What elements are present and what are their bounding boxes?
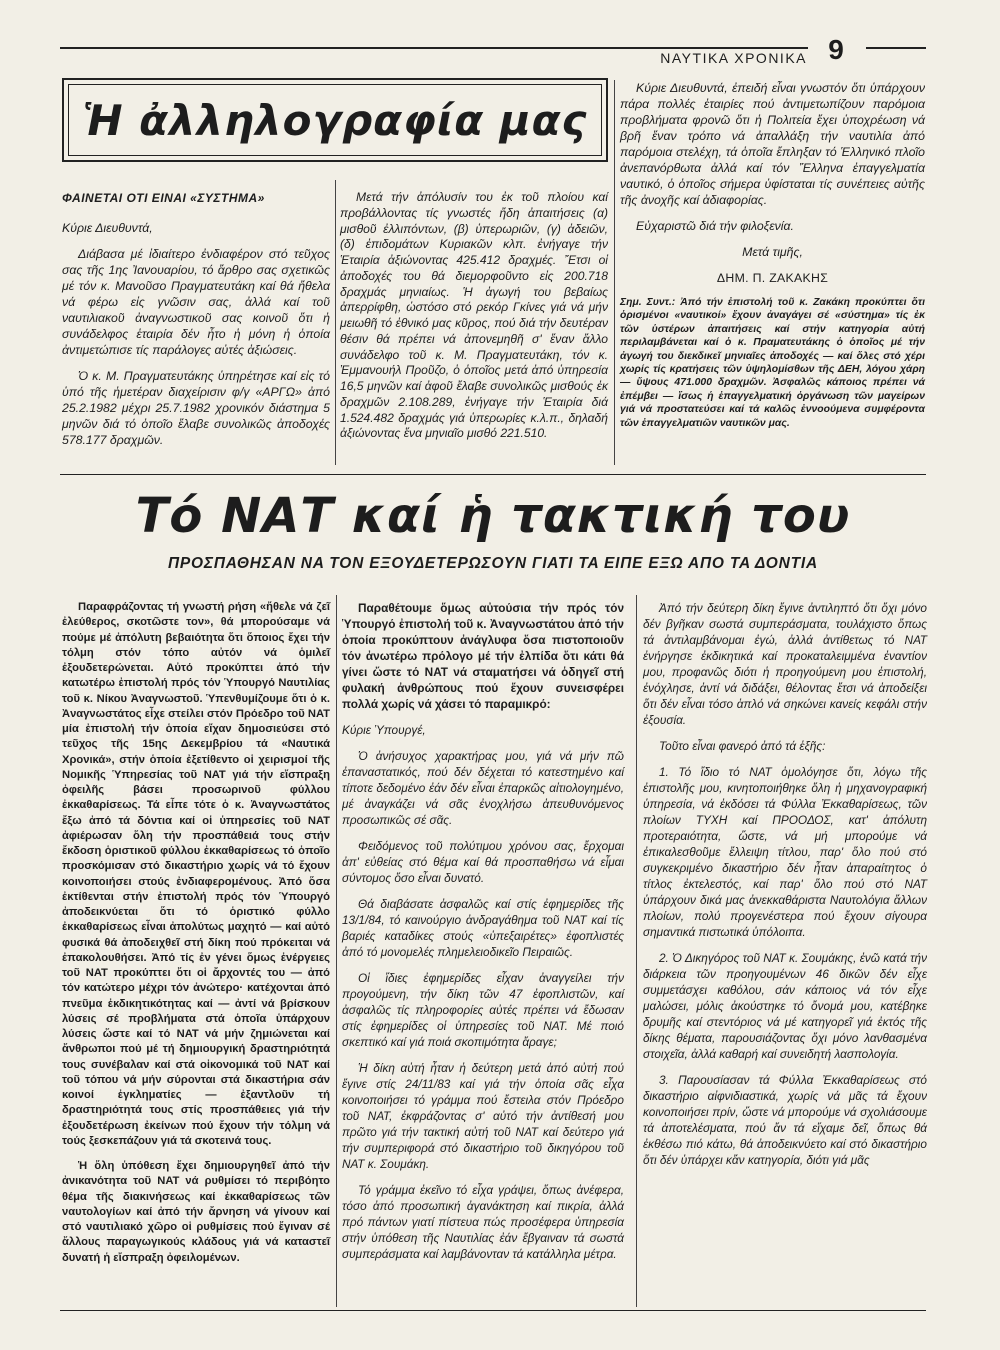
letter-paragraph: Διάβασα μέ ἰδιαίτερο ἐνδιαφέρον στό τεῦχος σας τῆς 1ης Ἰανουαρίου, τό ἄρθρο σας σχετικῶς μέ τόν κ. Μανοῦσο Πραγματευτάκη καί θά ἤθελα νά φέρω εἰς γνῶσιν σας, ἀλλά καί τοῦ ναυτιλιακοῦ ἀναγνωστικοῦ σας κοινοῦ ὅτι ἡ συνάδελφος ἑταιρία δέν ἦτο ἡ μόνη ἡ ὁποία ἀντιμετώπισε τίς παράλογες αὐτές ἀξιώσεις. (62, 247, 330, 357)
article-paragraph: Τοῦτο εἶναι φανερό ἀπό τά ἑξῆς: (659, 739, 826, 753)
letter-thanks: Εὐχαριστῶ διά τήν φιλοξενία. (636, 219, 794, 233)
letter-column-2 (340, 190, 608, 452)
article-paragraph: Θά διαβάσατε ἀσφαλῶς καί στίς ἐφημερίδες τῆς 13/1/84, τό καινούργιο ἀνδραγάθημα τοῦ ΝΑΤ καί τίς βαριές καταδίκες στούς «ὑπεξαιρέτες» ἐφοπλιστές ἀπό τό μονομελές πλημελειοδικεῖο Πειραιῶς. (342, 897, 624, 959)
footer-rule (60, 1310, 926, 1311)
article-letter-salutation: Κύριε Ὑπουργέ, (342, 723, 426, 737)
letters-section-title: Ἡ ἀλληλογραφία μας (82, 95, 588, 145)
article-paragraph: Παραφράζοντας τή γνωστή ρήση «ἤθελε νά ζεῖ ἐλεύθερος, σκοτῶστε τον», θά μπορούσαμε νά πούμε μέ ἀπόλυτη βεβαιότητα ὅτι ὅποιος ἔχει τήν τόλμη στόν τόπο αὐτόν νά ὁμιλεῖ ἐξουδετερώνεται. Αὐτό προκύπτει ἀπό τήν κατωτέρω ἐπιστολή πρός τόν Ὑπουργό Ναυτιλίας τοῦ κ. Νίκου Ἀναγνωστοῦ. Ὑπενθυμίζουμε ὅτι ὁ κ. Ἀναγνωστάτος εἶχε στείλει στόν Πρόεδρο τοῦ ΝΑΤ μία ἐπιστολή τήν ὁποία εἴχαν δημοσιεύσει στό τεῦχος τῆς 15ης Δεκεμβρίου τά «Ναυτικά Χρονικά», στήν ὁποία ἐξετίθεντο οἱ χειρισμοί τῆς Νομικῆς Ὑπηρεσίας τοῦ ΝΑΤ γιά τήν εἴσπραξη ὀφειλῆς βάσει προσωρινοῦ φύλλου ἐκκαθαρίσεως. Τά εἶπε τότε ὁ κ. Ἀναγνωστάτος ἔξω ἀπό τά δόντια καί οἱ ὑπηρεσίες τοῦ ΝΑΤ ἀφιέρωσαν ὅλη τήν προσπάθειά τους στήν ἔκδοση ὁριστικοῦ φύλλου ἐκκαθαρίσεως τό ὁποῖο προσκόμισαν στό δικαστήριο χωρίς νά τό ἔχουν κοινοποιήσει στούς ἐνδιαφερομένους. Ἀπό ὅσα ἐκτίθενται στήν ἐπιστολή πρός τόν Ὑπουργό ἀποδεικνύεται ὅτι τό ὁριστικό φύλλο ἐκκαθαρίσεως εἶναι ἀπολύτως μαχητό — καί αὐτό φυσικά θά ἀποδειχθεῖ στή δίκη πού πρόκειται νά ἐπακολουθήσει. Ἀπό τίς ἐν γένει ὅμως ἐνέργειες τοῦ ΝΑΤ προκύπτει ὅτι οἱ ἄρχοντές του — ἀπό τόν κατώτερο μέχρι τόν ἀνώτερο· κατέχονται ἀπό πνεῦμα ἐκδικητικότητας καί — ἀντί νά βρίσκουν λύσεις σέ προβλήματα στά ὁποῖα ὑπάρχουν λύσεις ὥστε καί τό ΝΑΤ νά μήν ζημιώνεται καί ἄνθρωποι πού μέ τή δημιουργική δραστηριότητά τους συνέβαλαν καί στά οἰκονομικά τοῦ ΝΑΤ καί τοῦ τόπου νά μήν σύρονται στά δικαστήρια σάν κοινοί ἐγκληματίες — ἐξαντλοῦν τή δραστηριότητά τους στίς προσπάθειες γιά τήν ἐξουδετέρωση ἐκείνων πού ἔχουν τήν τόλμη νά τούς ξεσκεπάζουν γιά τά σκοτεινά τους. (62, 601, 330, 1147)
letters-section-title-box (62, 78, 608, 162)
article-paragraph: Ἡ δίκη αὐτή ἦταν ἡ δεύτερη μετά ἀπό αὐτή πού ἔγινε στίς 24/11/83 καί γιά τήν ὁποία σᾶς εἶχα κοινοποιήσει τό γράμμα πού ἔστειλα στόν Πρόεδρο τοῦ ΝΑΤ, ἐκφράζοντας σ' αὐτό τήν ἀντίθεσή μου πρῶτο γιά τήν τακτική αὐτή τοῦ ΝΑΤ καί δεύτερο γιά τήν συμπεριφορά στό δικαστήριο τοῦ δικηγόρου τοῦ ΝΑΤ κ. Σουμάκη. (342, 1061, 624, 1171)
letter-paragraph: Ὁ κ. Μ. Πραγματευτάκης ὑπηρέτησε καί εἰς τό ὑπό τῆς ἡμετέραν διαχείρισιν φ/γ «ΑΡΓΩ» ἀπό 25.2.1982 μέχρι 25.7.1982 χρονικόν διάστημα 5 μηνῶν διά τό ὁποῖο ἔλαβε συνολικῶς ἀποδοχές 578.177 δραχμῶν. (62, 369, 330, 447)
column-divider (335, 180, 336, 465)
header-rule-right (866, 47, 926, 49)
article-paragraph: Ἡ ὅλη ὑπόθεση ἔχει δημιουργηθεῖ ἀπό τήν ἀνικανότητα τοῦ ΝΑΤ νά ρυθμίσει τό περιβόητο θέμα τῆς διακινήσεως καί ἐκκαθαρίσεως τῶν ναυτολογίων καί ἀπό τήν ἄρνηση νά γίνουν καί στό ναυτιλιακό χῶρο οἱ ρυθμίσεις πού ἔγιναν σέ ἄλλους παραγωγικούς κλάδους γιά νά καταστεῖ δυνατή ἡ εἴσπραξη ὀφειλομένων. (62, 1160, 330, 1264)
article-paragraph: Ἀπό τήν δεύτερη δίκη ἔγινε ἀντιληπτό ὅτι ὄχι μόνο δέν βγῆκαν σωστά συμπεράσματα, τουλάχιστο ὅπως τά ἀντιλαμβάνομαι ἐγώ, ἀλλά ἀντίθετως τό ΝΑΤ ἐνήργησε ἐκδικητικά καί προκαταλειμμένα ἐναντίον μου, προφανῶς διότι ἡ προηγούμενη μου ἐπιστολή, ἐνόχλησε, ἀντί νά διδάξει, θέλοντας ἔτσι νά ἀποδείξει ὅτι δέν εἶναι τόσο ἁπλό νά σηκώνει κανείς κεφάλι στήν ἐξουσία. (643, 601, 927, 727)
article-paragraph: Φειδόμενος τοῦ πολύτιμου χρόνου σας, ἔρχομαι ἀπ' εὐθείας στό θέμα καί θά προσπαθήσω νά εἶμαι σύντομος ὅσο εἶναι δυνατό. (342, 839, 624, 885)
article-intro: Παραθέτουμε ὅμως αὐτούσια τήν πρός τόν Ὑπουργό ἐπιστολή τοῦ κ. Ἀναγνωστάτου ἀπό τήν ὁποία προκύπτουν ἀνάγλυφα ὅσα πιστοποιοῦν τόν ἀνωτέρω πρόλογο μέ τήν ἐλπίδα ὅτι κάτι θά γίνει ὥστε τό ΝΑΤ νά σταματήσει νά ὁδηγεῖ στή φυλακή ἀνθρώπους πού ἔχουν συνεισφέρει πολλά χωρίς νά χάσει τό παραμικρό: (342, 601, 624, 711)
article-paragraph: Τό γράμμα ἐκεῖνο τό εἶχα γράψει, ὅπως ἀνέφερα, τόσο ἀπό προσωπική ἀγανάκτηση καί πικρία, ἀλλά πρό πάντων γιατί πίστευα πώς προσέφερα ὑπηρεσία στήν ὑπόθεση τῆς Ναυτιλίας ἐάν ἔβγαιναν τά σωστά συμπεράσματα καί λαμβάνονταν τά κατάλληλα μέτρα. (342, 1183, 624, 1261)
article-paragraph: 3. Παρουσίασαν τά Φύλλα Ἐκκαθαρίσεως στό δικαστήριο αἰφνιδιαστικά, χωρίς νά μᾶς τά ἔχουν κοινοποιήσει πρίν, ὥστε νά μπορούμε νά σχολιάσουμε τά ἀποτελέσματα, πού ἄν τά εἴχαμε δεῖ, ὅπως θά ἐκθέσω πιό κάτω, θά ἀποδεικνύετο καί στό δικαστήριο ὅτι δέν ὑπάρχει κἄν κατηγορία, διότι γιά μᾶς (643, 1073, 927, 1167)
letter-paragraph: Κύριε Διευθυντά, ἐπειδή εἶναι γνωστόν ὅτι ὑπάρχουν πάρα πολλές ἑταιρίες πού ἀντιμετωπίζουν παρόμοια προβλήματα φρονῶ ὅτι ἡ Πολιτεία ἔχει ὑποχρέωση νά βρῆ ἕναν τρόπο νά ἀπαλλάξη τήν ναυτιλία ἀπό παρόμοια στελέχη, τά ὁποῖα ἔπληξαν τό Ἑλληνικό πλοῖο ἀνεπανόρθωτα ἀλλά καί τόν Ἕλληνα ἐπαγγελματία ναυτικό, ὁ ὁποῖος σήμερα ὑφίσταται τίς συνέπειες αὐτῆς τῆς ἀνοχῆς καί ἀδιαφορίας. (620, 81, 925, 207)
article-title: Τό ΝΑΤ καί ἡ τακτική του (135, 488, 851, 544)
letter-signature: ΔΗΜ. Π. ΖΑΚΑΚΗΣ (716, 271, 829, 285)
header-rule (60, 47, 808, 49)
editor-note: Σημ. Συντ.: Ἀπό τήν ἐπιστολή τοῦ κ. Ζακάκη προκύπτει ὅτι ὁρισμένοι «ναυτικοί» ἔχουν ἀναγάγει σέ «σύστημα» τίς ἐκ τῶν ὑστέρων ἀπαιτήσεις καί στήν κατηγορία αὐτή περιλαμβάνεται καί ὁ κ. Πραματευτάκης ὁ ὁποῖος μέ τήν ἀγωγή του διεκδικεῖ μηνιαῖες ἀποδοχές — καί ὅλες στό χέρι χωρίς τίς κρατήσεις τῶν ὑψηλομίσθων τῆς ΔΕΗ, λόγου χάρη — ὕψους 471.000 δραχμῶν. Ἀσφαλῶς κάποιος πρέπει νά ἐπέμβει — ἴσως ἡ ἐπαγγελματική ὀργάνωση τῶν μαγείρων γιά νά προστατεύσει καί τά καλῶς ἐννοούμενα συμφέροντα τῶν ἐπαγγελματιῶν ναυτικῶν μας. (620, 297, 925, 429)
article-column-1 (62, 600, 330, 1276)
article-paragraph: 1. Τό ἴδιο τό ΝΑΤ ὁμολόγησε ὅτι, λόγω τῆς ἐπιστολῆς μου, κινητοποιήθηκε ὅλη ἡ μηχανογραφική ὑπηρεσία, νά ἐκδόσει τά Φύλλα Ἐκκαθαρίσεως, τῶν πλοίων ΤΥΧΗ καί ΠΡΟΟΔΟΣ, κατ' ἀπόλυτη προτεραιότητα, ὥστε, νά μή μπορούμε νά ἐπικαλεσθοῦμε ἔλλειψη τίτλου, παρ' ὅλο πού στό συγκεκριμένο δικαστήριο δέν ἦταν ἀπαραίτητος ὁ τίτλος ἐκτελεστός, καί παρ' ὅλο πού στό ΝΑΤ ὑπάρχουν δικά μας ἀνεκκαθάριστα Ναυτολόγια ἄλλων πλοίων, πολύ προγενέστερα πού ἔχουν σίγουρα σημαντικά πιστωτικά ὑπόλοιπα. (643, 765, 927, 939)
column-divider (614, 80, 615, 465)
letter-column-3 (620, 80, 925, 440)
article-column-3 (643, 600, 927, 1178)
article-subtitle: ΠΡΟΣΠΑΘΗΣΑΝ ΝΑ ΤΟΝ ΕΞΟΥΔΕΤΕΡΩΣΟΥΝ ΓΙΑΤΙ ΤΑ ΕΙΠΕ ΕΞΩ ΑΠΟ ΤΑ ΔΟΝΤΙΑ (167, 555, 819, 572)
article-column-2 (342, 600, 624, 1272)
letter-column-1 (62, 190, 330, 458)
letter-subhead: ΦΑΙΝΕΤΑΙ ΟΤΙ ΕΙΝΑΙ «ΣΥΣΤΗΜΑ» (62, 191, 265, 205)
letter-paragraph: Μετά τήν ἀπόλυσίν του ἐκ τοῦ πλοίου καί προβάλλοντας τίς γνωστές ἤδη ἀπαιτήσεις (α) μισθοῦ ἐλλιπόντων, (β) ὑπερωριῶν, (γ) ἀδειῶν, (δ) ἐπιδομάτων Κυριακῶν κλπ. ἐνήγαγε τήν Ἑταιρία ἀξιώνοντας 425.412 δραχμές. Ἔτσι οἱ ἀποδοχές του θά διεμορφοῦντο εἰς 200.718 δραχμάς μηνιαίως. Ἡ ἀγωγή του βεβαίως ἀπερρίφθη, ὡστόσο στό ρεκόρ Γκίνες γιά νά μήν μειωθῆ τό ἐθνικό μας κῦρος, πού διά τήν δευτέραν θέσιν θά πρέπει νά ἀπονεμηθῆ σ' ἕναν ἄλλο συνάδελφο τοῦ κ. Μ. Πραγματευτάκη, τόν κ. Ἐμμανουήλ Προῦζο, ὁ ὁποῖος μετά ἀπό ὑπηρεσία 16,5 μηνῶν καί ἀφοῦ ἔλαβε συνολικῶς μισθούς ἐκ δραχμῶν 2.108.289, ἐνήγαγε τήν Ἑταιρία διά 1.524.482 δραχμάς γιά ὑπερωρίες κ.λ.π., δηλαδή ἀξιώνοντας ἕνα μηνιαῖο μισθό 221.510. (340, 190, 608, 441)
magazine-name: ΝΑΥΤΙΚΑ ΧΡΟΝΙΚΑ (660, 50, 807, 66)
article-paragraph: Ὁ ἀνήσυχος χαρακτήρας μου, γιά νά μήν πῶ ἐπαναστατικός, πού δέν δέχεται τό κατεστημένο καί τίποτε δεδομένο ἐάν δέν εἶναι ἐπαρκῶς αἰτιολογημένο, μέ ἀναγκάζει νά σᾶς ἐνοχλήσω ἀπευθυνόμενος προσωπικῶς σέ σᾶς. (342, 749, 624, 827)
column-divider (636, 595, 637, 1307)
page-number: 9 (828, 34, 844, 65)
letter-closing: Μετά τιμῆς, (742, 245, 803, 259)
column-divider (336, 595, 337, 1307)
article-paragraph: Οἱ ἴδιες ἐφημερίδες εἶχαν ἀναγγείλει τήν προγούμενη, τήν δίκη τῶν 47 ἐφοπλιστῶν, καί ἀσφαλῶς τίς πληροφορίες αὐτές πρέπει νά ἔδωσαν στίς ἐφημερίδες οἱ ὑπηρεσίες τοῦ ΝΑΤ. Μέ ποιό σκεπτικό καί γιά ποιά σκοπιμότητα ἄραγε; (342, 971, 624, 1049)
section-divider (60, 474, 926, 475)
article-paragraph: 2. Ὁ Δικηγόρος τοῦ ΝΑΤ κ. Σουμάκης, ἐνῶ κατά τήν διάρκεια τῶν προηγουμένων 46 δικῶν δέν εἶχε συμμετάσχει καθόλου, σάν κάποιος νά τόν εἶχε μαλώσει, μόλις ἀκούστηκε τό ὄνομά μου, κατέβηκε δρυμῆς καί στεντόριος νά μέ κατηγορεῖ γιά ἐκτός τῆς δίκης θέματα, παρουσιάζοντας ὄχι μόνο λανθασμένα στοιχεῖα, ἀλλά καθαρή καί συνειδητή λασπολογία. (643, 951, 927, 1061)
letter-salutation: Κύριε Διευθυντά, (62, 221, 153, 235)
